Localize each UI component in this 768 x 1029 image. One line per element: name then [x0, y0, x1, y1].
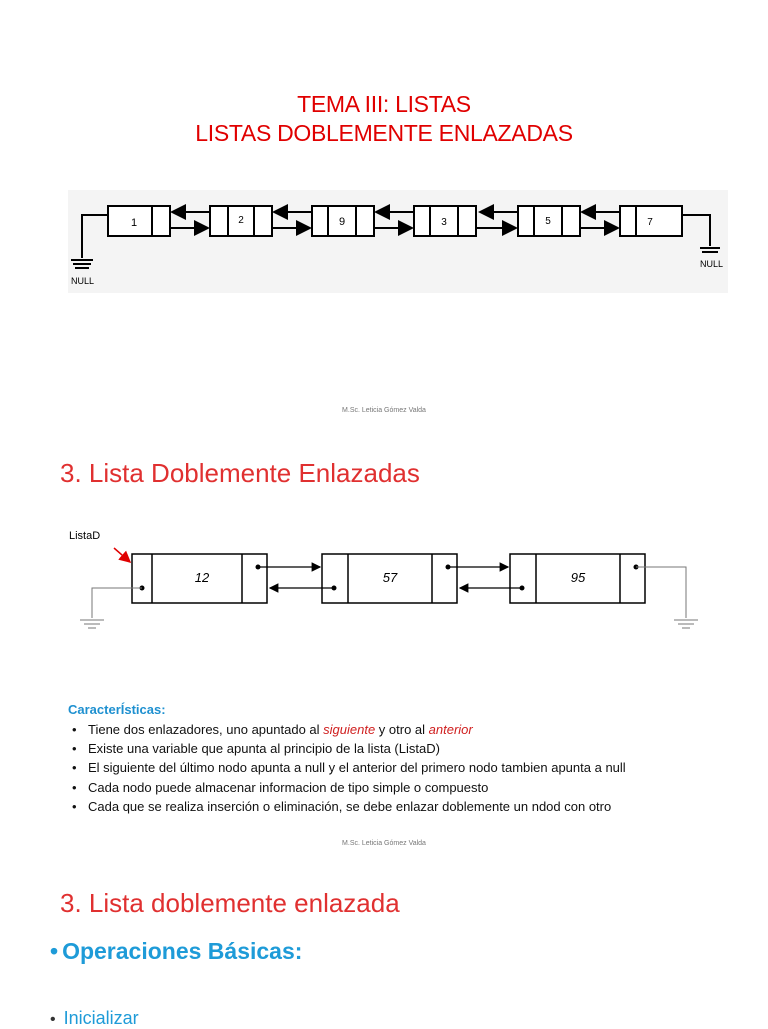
characteristics-list: [68, 720, 626, 816]
node-57-value: 57: [382, 570, 398, 585]
title-line-2: LISTAS DOBLEMENTE ENLAZADAS: [195, 120, 573, 146]
list-item: • Cada nodo puede almacenar informacion de tipo simple o compuesto: [68, 778, 626, 797]
slide-1-title: [0, 90, 768, 148]
operation-item-inicializar[interactable]: [50, 1008, 139, 1029]
node-95: [510, 554, 645, 603]
node-6: [620, 206, 682, 236]
slide-2-footer: M.Sc. Leticia Gómez Valda: [342, 840, 426, 847]
node-3: [312, 206, 374, 236]
list-item: • Cada que se realiza inserción o eliminación, se debe enlazar doblemente un ndod con otro: [68, 797, 626, 816]
operations-heading-text: Operaciones Básicas:: [62, 938, 303, 964]
list-item: • Existe una variable que apunta al principio de la lista (ListaD): [68, 739, 626, 758]
operations-heading: [50, 938, 302, 965]
slide-1-footer: M.Sc. Leticia Gómez Valda: [342, 407, 426, 414]
characteristics-heading: CaracterÍsticas:: [68, 702, 166, 717]
node-5: [518, 206, 580, 236]
node-4: [414, 206, 476, 236]
node-2-value: 2: [238, 215, 244, 226]
siguiente-term: siguiente: [323, 722, 376, 737]
node-3-value: 9: [338, 216, 346, 228]
operation-item-label: Inicializar: [63, 1008, 139, 1028]
node-12-value: 12: [194, 570, 210, 585]
node-4-value: 3: [441, 217, 447, 228]
bullet-icon: •: [50, 938, 59, 964]
bullet-1-mid: y otro al: [375, 722, 429, 737]
doubly-linked-list-diagram-2: [70, 540, 710, 650]
list-item: • El siguiente del último nodo apunta a null y el anterior del primero nodo tambien apunta a null: [68, 758, 626, 777]
node-1-value: 1: [130, 217, 138, 229]
node-95-value: 95: [570, 570, 586, 585]
anterior-term: anterior: [428, 722, 473, 737]
node-2: [210, 206, 272, 236]
null-right-label: NULL: [700, 259, 724, 269]
node-6-value: 7: [647, 217, 653, 228]
slide-1: [0, 0, 768, 430]
slide-2: [0, 430, 768, 862]
bullet-icon: •: [50, 1011, 56, 1028]
null-left-label: NULL: [71, 276, 95, 286]
node-5-value: 5: [545, 216, 551, 227]
slide-2-title: 3. Lista Doblemente Enlazadas: [60, 458, 420, 488]
slide-3: [0, 862, 768, 1028]
slide-3-title: 3. Lista doblemente enlazada: [60, 888, 400, 918]
title-line-1: TEMA III: LISTAS: [297, 91, 471, 117]
node-12: [132, 554, 267, 603]
listad-label: ListaD: [69, 530, 101, 542]
node-57: [322, 554, 457, 603]
node-1: [108, 206, 170, 236]
doubly-linked-list-diagram-1: [68, 190, 728, 293]
bullet-1-text: Tiene dos enlazadores, uno apuntado al: [88, 722, 324, 737]
list-item: [68, 720, 626, 739]
